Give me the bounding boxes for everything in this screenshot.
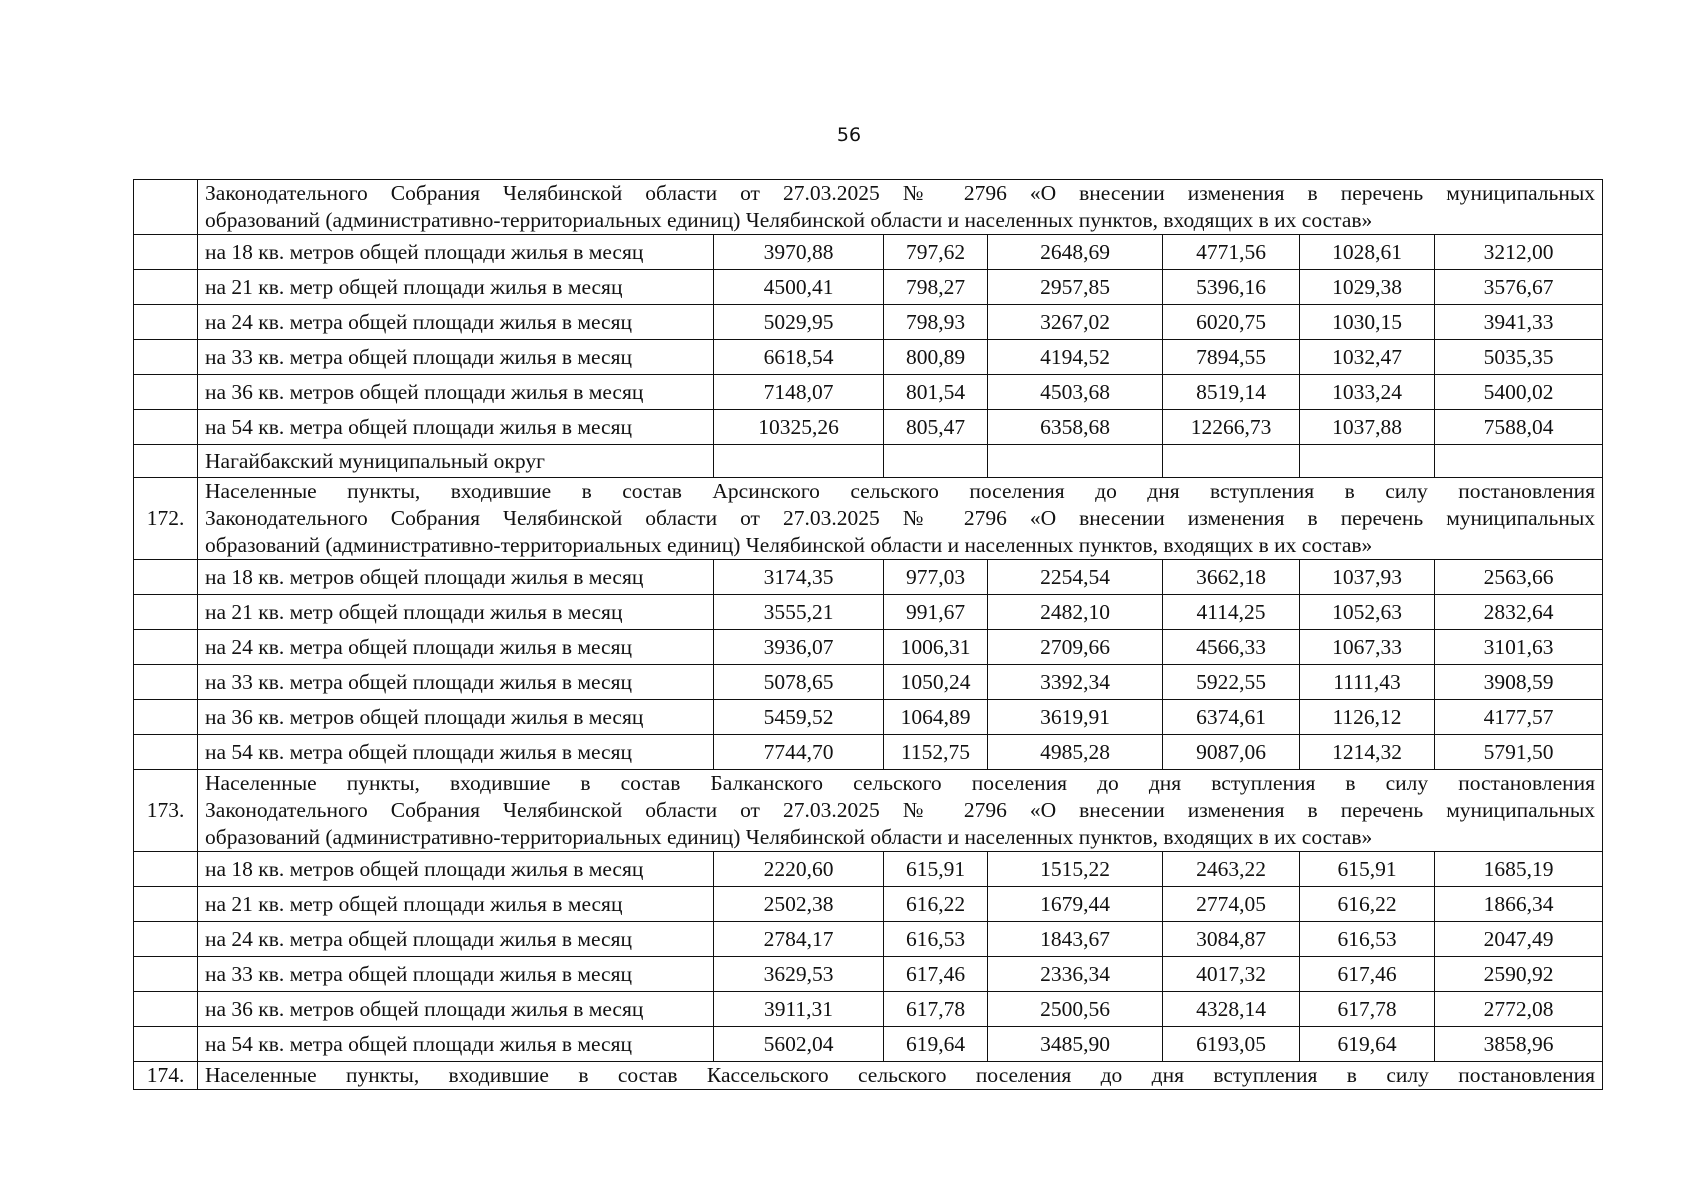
value-cell: 3662,18 xyxy=(1163,560,1300,595)
value-cell: 5029,95 xyxy=(714,305,884,340)
value-cell: 4566,33 xyxy=(1163,630,1300,665)
value-cell: 2648,69 xyxy=(988,235,1163,270)
value-cell: 2500,56 xyxy=(988,992,1163,1027)
group-title-line: образований (административно-территориальных единиц) Челябинской области и населенных пунктов, входящих в их состав» xyxy=(205,533,1373,557)
value-cell: 4503,68 xyxy=(988,375,1163,410)
row-label: на 18 кв. метров общей площади жилья в месяц xyxy=(198,560,714,595)
row-label: на 24 кв. метра общей площади жилья в месяц xyxy=(198,305,714,340)
value-cell: 5396,16 xyxy=(1163,270,1300,305)
value-cell: 2590,92 xyxy=(1435,957,1603,992)
table-row xyxy=(134,630,1603,665)
value-cell: 3174,35 xyxy=(714,560,884,595)
value-cell: 3629,53 xyxy=(714,957,884,992)
value-cell: 5035,35 xyxy=(1435,340,1603,375)
row-label: на 54 кв. метра общей площади жилья в месяц xyxy=(198,735,714,770)
empty-cell xyxy=(714,445,884,478)
value-cell: 1050,24 xyxy=(884,665,988,700)
value-cell: 12266,73 xyxy=(1163,410,1300,445)
value-cell: 617,46 xyxy=(884,957,988,992)
value-cell: 3970,88 xyxy=(714,235,884,270)
table-row xyxy=(134,665,1603,700)
value-cell: 3267,02 xyxy=(988,305,1163,340)
value-cell: 2957,85 xyxy=(988,270,1163,305)
group-title xyxy=(198,1062,1603,1090)
value-cell: 1152,75 xyxy=(884,735,988,770)
group-title-line: Законодательного Собрания Челябинской области от 27.03.2025 № 2796 «О внесении изменения в перечень муниципальных xyxy=(205,181,1596,205)
row-number-empty xyxy=(134,375,198,410)
row-number-empty xyxy=(134,992,198,1027)
value-cell: 10325,26 xyxy=(714,410,884,445)
value-cell: 4194,52 xyxy=(988,340,1163,375)
value-cell: 617,46 xyxy=(1300,957,1435,992)
group-title-row xyxy=(134,478,1603,560)
group-title xyxy=(198,180,1603,235)
value-cell: 6358,68 xyxy=(988,410,1163,445)
row-number-empty xyxy=(134,305,198,340)
value-cell: 5922,55 xyxy=(1163,665,1300,700)
table-row xyxy=(134,375,1603,410)
value-cell: 5400,02 xyxy=(1435,375,1603,410)
row-label: на 54 кв. метра общей площади жилья в месяц xyxy=(198,1027,714,1062)
row-label: на 18 кв. метров общей площади жилья в месяц xyxy=(198,852,714,887)
value-cell: 3941,33 xyxy=(1435,305,1603,340)
table-row xyxy=(134,887,1603,922)
group-title-line: Законодательного Собрания Челябинской области от 27.03.2025 № 2796 «О внесении изменения в перечень муниципальных xyxy=(205,506,1596,530)
value-cell: 4985,28 xyxy=(988,735,1163,770)
value-cell: 2220,60 xyxy=(714,852,884,887)
table-row xyxy=(134,735,1603,770)
row-label: на 33 кв. метра общей площади жилья в месяц xyxy=(198,340,714,375)
group-title-row xyxy=(134,770,1603,852)
row-number-empty xyxy=(134,270,198,305)
district-row xyxy=(134,445,1603,478)
table-row xyxy=(134,1027,1603,1062)
group-title-line: Населенные пункты, входившие в состав Арсинского сельского поселения до дня вступления в силу постановления xyxy=(205,479,1596,503)
empty-cell xyxy=(884,445,988,478)
value-cell: 615,91 xyxy=(884,852,988,887)
value-cell: 4017,32 xyxy=(1163,957,1300,992)
group-title-line: образований (административно-территориальных единиц) Челябинской области и населенных пунктов, входящих в их состав» xyxy=(205,208,1373,232)
value-cell: 5078,65 xyxy=(714,665,884,700)
row-label: на 18 кв. метров общей площади жилья в месяц xyxy=(198,235,714,270)
value-cell: 1032,47 xyxy=(1300,340,1435,375)
value-cell: 991,67 xyxy=(884,595,988,630)
group-title-row xyxy=(134,1062,1603,1090)
district-label: Нагайбакский муниципальный округ xyxy=(198,445,714,478)
row-number-empty xyxy=(134,595,198,630)
table-row xyxy=(134,992,1603,1027)
row-label: на 21 кв. метр общей площади жилья в месяц xyxy=(198,270,714,305)
value-cell: 1030,15 xyxy=(1300,305,1435,340)
value-cell: 3911,31 xyxy=(714,992,884,1027)
value-cell: 7894,55 xyxy=(1163,340,1300,375)
value-cell: 798,27 xyxy=(884,270,988,305)
value-cell: 1006,31 xyxy=(884,630,988,665)
row-number-empty xyxy=(134,445,198,478)
value-cell: 1037,88 xyxy=(1300,410,1435,445)
value-cell: 616,22 xyxy=(1300,887,1435,922)
value-cell: 1214,32 xyxy=(1300,735,1435,770)
value-cell: 1866,34 xyxy=(1435,887,1603,922)
value-cell: 1126,12 xyxy=(1300,700,1435,735)
value-cell: 6020,75 xyxy=(1163,305,1300,340)
value-cell: 7148,07 xyxy=(714,375,884,410)
value-cell: 3619,91 xyxy=(988,700,1163,735)
value-cell: 977,03 xyxy=(884,560,988,595)
row-label: на 21 кв. метр общей площади жилья в месяц xyxy=(198,595,714,630)
value-cell: 2709,66 xyxy=(988,630,1163,665)
value-cell: 2784,17 xyxy=(714,922,884,957)
value-cell: 619,64 xyxy=(1300,1027,1435,1062)
value-cell: 8519,14 xyxy=(1163,375,1300,410)
value-cell: 2502,38 xyxy=(714,887,884,922)
value-cell: 7588,04 xyxy=(1435,410,1603,445)
empty-cell xyxy=(1435,445,1603,478)
value-cell: 1033,24 xyxy=(1300,375,1435,410)
value-cell: 9087,06 xyxy=(1163,735,1300,770)
value-cell: 616,53 xyxy=(1300,922,1435,957)
value-cell: 6193,05 xyxy=(1163,1027,1300,1062)
value-cell: 1843,67 xyxy=(988,922,1163,957)
tariff-table xyxy=(133,179,1603,1090)
value-cell: 4114,25 xyxy=(1163,595,1300,630)
row-number-empty xyxy=(134,700,198,735)
value-cell: 1029,38 xyxy=(1300,270,1435,305)
value-cell: 5459,52 xyxy=(714,700,884,735)
value-cell: 1028,61 xyxy=(1300,235,1435,270)
value-cell: 4500,41 xyxy=(714,270,884,305)
value-cell: 1685,19 xyxy=(1435,852,1603,887)
row-label: на 24 кв. метра общей площади жилья в месяц xyxy=(198,922,714,957)
value-cell: 2336,34 xyxy=(988,957,1163,992)
row-label: на 36 кв. метров общей площади жилья в месяц xyxy=(198,375,714,410)
empty-cell xyxy=(1300,445,1435,478)
value-cell: 3212,00 xyxy=(1435,235,1603,270)
value-cell: 2254,54 xyxy=(988,560,1163,595)
row-label: на 36 кв. метров общей площади жилья в месяц xyxy=(198,700,714,735)
row-label: на 21 кв. метр общей площади жилья в месяц xyxy=(198,887,714,922)
row-number-empty xyxy=(134,852,198,887)
value-cell: 619,64 xyxy=(884,1027,988,1062)
page-number: 56 xyxy=(836,124,862,146)
table-row xyxy=(134,957,1603,992)
table-row xyxy=(134,305,1603,340)
value-cell: 4177,57 xyxy=(1435,700,1603,735)
empty-cell xyxy=(1163,445,1300,478)
value-cell: 2463,22 xyxy=(1163,852,1300,887)
value-cell: 4328,14 xyxy=(1163,992,1300,1027)
group-title-row xyxy=(134,180,1603,235)
row-number-empty xyxy=(134,235,198,270)
table-row xyxy=(134,270,1603,305)
value-cell: 797,62 xyxy=(884,235,988,270)
row-number xyxy=(134,180,198,235)
group-title xyxy=(198,770,1603,852)
row-number: 172. xyxy=(134,478,198,560)
value-cell: 800,89 xyxy=(884,340,988,375)
group-title-line: образований (административно-территориальных единиц) Челябинской области и населенных пунктов, входящих в их состав» xyxy=(205,825,1373,849)
group-title xyxy=(198,478,1603,560)
value-cell: 2772,08 xyxy=(1435,992,1603,1027)
group-title-line: Законодательного Собрания Челябинской области от 27.03.2025 № 2796 «О внесении изменения в перечень муниципальных xyxy=(205,798,1596,822)
value-cell: 7744,70 xyxy=(714,735,884,770)
value-cell: 2563,66 xyxy=(1435,560,1603,595)
value-cell: 1052,63 xyxy=(1300,595,1435,630)
value-cell: 3908,59 xyxy=(1435,665,1603,700)
value-cell: 617,78 xyxy=(1300,992,1435,1027)
value-cell: 1067,33 xyxy=(1300,630,1435,665)
table-row xyxy=(134,560,1603,595)
row-number-empty xyxy=(134,410,198,445)
row-number-empty xyxy=(134,340,198,375)
table-row xyxy=(134,852,1603,887)
value-cell: 3555,21 xyxy=(714,595,884,630)
row-number-empty xyxy=(134,957,198,992)
row-number-empty xyxy=(134,630,198,665)
value-cell: 5791,50 xyxy=(1435,735,1603,770)
value-cell: 1515,22 xyxy=(988,852,1163,887)
row-number-empty xyxy=(134,1027,198,1062)
value-cell: 2774,05 xyxy=(1163,887,1300,922)
table-row xyxy=(134,700,1603,735)
value-cell: 1679,44 xyxy=(988,887,1163,922)
value-cell: 805,47 xyxy=(884,410,988,445)
row-number-empty xyxy=(134,665,198,700)
value-cell: 3392,34 xyxy=(988,665,1163,700)
value-cell: 615,91 xyxy=(1300,852,1435,887)
value-cell: 2482,10 xyxy=(988,595,1163,630)
table-body xyxy=(134,180,1603,1090)
value-cell: 801,54 xyxy=(884,375,988,410)
row-number-empty xyxy=(134,887,198,922)
row-number-empty xyxy=(134,735,198,770)
value-cell: 2832,64 xyxy=(1435,595,1603,630)
value-cell: 6618,54 xyxy=(714,340,884,375)
value-cell: 6374,61 xyxy=(1163,700,1300,735)
row-number-empty xyxy=(134,560,198,595)
table-row xyxy=(134,922,1603,957)
row-number: 174. xyxy=(134,1062,198,1090)
value-cell: 1037,93 xyxy=(1300,560,1435,595)
row-number: 173. xyxy=(134,770,198,852)
value-cell: 616,22 xyxy=(884,887,988,922)
value-cell: 1064,89 xyxy=(884,700,988,735)
table-row xyxy=(134,595,1603,630)
value-cell: 1111,43 xyxy=(1300,665,1435,700)
value-cell: 3485,90 xyxy=(988,1027,1163,1062)
row-label: на 33 кв. метра общей площади жилья в месяц xyxy=(198,665,714,700)
row-number-empty xyxy=(134,922,198,957)
table-row xyxy=(134,235,1603,270)
row-label: на 36 кв. метров общей площади жилья в месяц xyxy=(198,992,714,1027)
group-title-line: Населенные пункты, входившие в состав Кассельского сельского поселения до дня вступления в силу постановления xyxy=(205,1063,1596,1087)
value-cell: 617,78 xyxy=(884,992,988,1027)
empty-cell xyxy=(988,445,1163,478)
table-row xyxy=(134,340,1603,375)
row-label: на 33 кв. метра общей площади жилья в месяц xyxy=(198,957,714,992)
row-label: на 54 кв. метра общей площади жилья в месяц xyxy=(198,410,714,445)
value-cell: 3576,67 xyxy=(1435,270,1603,305)
value-cell: 3084,87 xyxy=(1163,922,1300,957)
value-cell: 3858,96 xyxy=(1435,1027,1603,1062)
table-row xyxy=(134,410,1603,445)
value-cell: 3101,63 xyxy=(1435,630,1603,665)
row-label: на 24 кв. метра общей площади жилья в месяц xyxy=(198,630,714,665)
value-cell: 2047,49 xyxy=(1435,922,1603,957)
value-cell: 3936,07 xyxy=(714,630,884,665)
value-cell: 616,53 xyxy=(884,922,988,957)
value-cell: 798,93 xyxy=(884,305,988,340)
group-title-line: Населенные пункты, входившие в состав Балканского сельского поселения до дня вступления в силу постановления xyxy=(205,771,1596,795)
value-cell: 5602,04 xyxy=(714,1027,884,1062)
value-cell: 4771,56 xyxy=(1163,235,1300,270)
